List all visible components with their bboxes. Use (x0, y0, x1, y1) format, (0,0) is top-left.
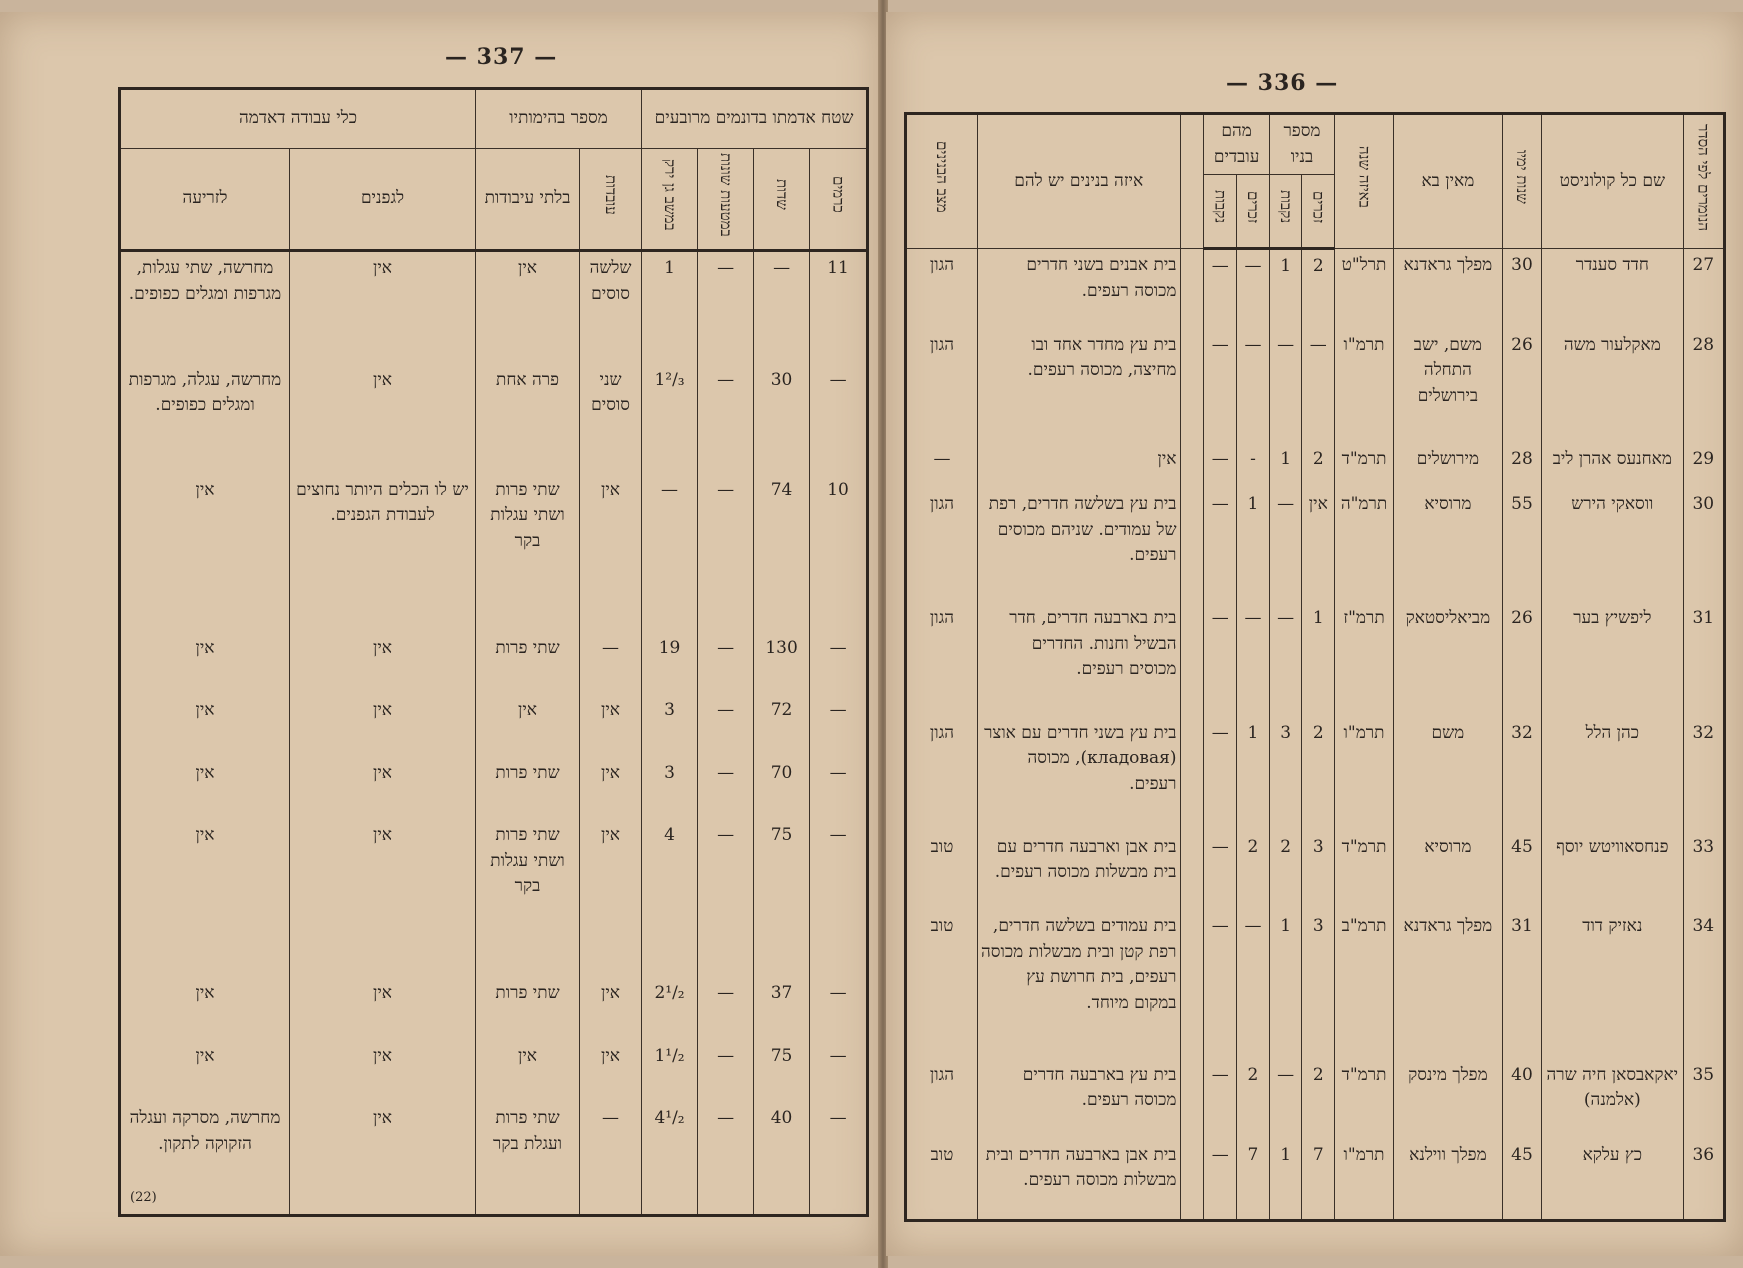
cell-work_f: — (1204, 488, 1237, 602)
col-sowing-tools: לזריעה (120, 149, 290, 251)
cell-condition: הגון (906, 1059, 978, 1139)
col-vine-tools: לגפנים (290, 149, 476, 251)
cell-fields: 37 (754, 977, 810, 1040)
table-row (906, 602, 1725, 716)
table-row (906, 488, 1725, 602)
table-row (906, 717, 1725, 831)
cell-vineyards: — (810, 1040, 868, 1103)
cell-origin: מרוסיא (1393, 488, 1502, 602)
cell-nonworking: שתי פרות (476, 632, 580, 695)
cell-buildings: בית עץ בשלשה חדרים, רפת של עמודים. שניהם מכוסים רעפים. (977, 488, 1180, 602)
cell-plantations: — (698, 1102, 754, 1215)
col-origin: מאין בא (1393, 114, 1502, 249)
cell-name: כץ עלקא (1542, 1139, 1684, 1221)
cell-garden: 4 (642, 819, 698, 977)
cell-sons_m: 7 (1302, 1139, 1335, 1221)
cell-vineyards: — (810, 632, 868, 695)
cell-working: שלשה סוסים (580, 251, 642, 364)
cell-vine_tools: אין (290, 757, 476, 820)
cell-vine_tools: אין (290, 977, 476, 1040)
cell-plantations: — (698, 251, 754, 364)
cell-spacer (1180, 488, 1204, 602)
cell-work_m: 1 (1237, 717, 1270, 831)
cell-plantations: — (698, 757, 754, 820)
cell-fields: 75 (754, 1040, 810, 1103)
cell-age: 30 (1502, 249, 1541, 329)
cell-sowing_tools: אין (120, 977, 290, 1040)
table-row (120, 474, 868, 632)
cell-origin: מירושלים (1393, 443, 1502, 488)
right-ledger-table: הנומרים לפי הסדר שם כל קולוניסט שנות ימיו מאין בא באיזה שנה מספר בניו מהם עובדים איזה בנינים יש להם מצב הבנינים זכרים נקבות זכרים נקבות 27 חדד סענדר 30 מפלך גראדנא תרל"ט 2 1 — — בית אבנים בשני חדרים מכוסה רעפים. הגון 28 מאקלעור משה 26 משם, ישב התחלה בירושלים תרמ"ו — — — — בית עץ מחדר אחד ובו מחיצה, מכוסה רעפים. הגון 29 מאחנעס אהרן ליב 28 מירושלים תרמ"ד 2 1 - — אין — 30 ווסאקי הירש 55 מרוסיא תרמ"ה אין — 1 — בית עץ בשלשה חדרים, רפת של עמודים. שניהם מכוסים רעפים. הגון 31 ליפשיץ בער 26 מביאליסטאק תרמ"ז 1 — — — בית בארבעה חדרים, חדר הבשיל וחנות. החדרים מכוסים רעפים. הגון 32 כהן הלל 32 משם תרמ"ו 2 3 1 — בית עץ בשני חדרים עם אוצר (кладовая), מכוסה רעפים. הגון 33 פנחסאוויטש יוסף 45 מרוסיא תרמ"ד 3 2 2 — בית אבן וארבעה חדרים עם בית מבשלות מכוסה רעפים. טוב 34 נאזיק דוד 31 מפלך גראדנא תרמ"ב 3 1 — — בית עמודים בשלשה חדרים, רפת קטן ובית מבשלות מכוסה רעפים, בית חרושת עץ במקום מיוחד. טוב 35 יאקאבסאן חיה שרה (אלמנה) 40 מפלך מינסק תרמ"ד 2 — 2 — בית עץ בארבעה חדרים מכוסה רעפים. הגון 36 כץ עלקא 45 מפלך ווילנא תרמ"ו 7 1 7 — בית אבן בארבעה חדרים ובית מבשלות מכוסה רעפים. טוב (904, 112, 1726, 1222)
cell-sons_f: 3 (1269, 717, 1302, 831)
cell-vineyards: — (810, 757, 868, 820)
cell-sowing_tools: מחרשה, מסרקה ועגלה הזקוקה לתקון. (120, 1102, 290, 1215)
cell-year: תרל"ט (1335, 249, 1394, 329)
cell-vineyards: — (810, 1102, 868, 1215)
cell-name: כהן הלל (1542, 717, 1684, 831)
cell-vine_tools: אין (290, 694, 476, 757)
cell-garden: 1¹/₂ (642, 1040, 698, 1103)
cell-fields: 130 (754, 632, 810, 695)
cell-condition: הגון (906, 602, 978, 716)
cell-idx: 28 (1683, 329, 1724, 443)
cell-sowing_tools: מחרשה, שתי עגלות, מגרפות ומגלים כפופים. (120, 251, 290, 364)
cell-vine_tools: יש לו הכלים היותר נחוצים לעבודת הגפנים. (290, 474, 476, 632)
table-row (906, 910, 1725, 1059)
table-row (120, 1102, 868, 1215)
cell-garden: 1²/₃ (642, 364, 698, 474)
page-number-right: — 336 — (1226, 70, 1339, 96)
cell-fields: 40 (754, 1102, 810, 1215)
cell-garden: — (642, 474, 698, 632)
cell-sons_m: 3 (1302, 910, 1335, 1059)
cell-condition: הגון (906, 249, 978, 329)
cell-work_m: 2 (1237, 831, 1270, 911)
cell-sowing_tools: אין (120, 632, 290, 695)
cell-condition: הגון (906, 717, 978, 831)
table-row (120, 251, 868, 364)
cell-name: פנחסאוויטש יוסף (1542, 831, 1684, 911)
cell-vine_tools: אין (290, 251, 476, 364)
cell-idx: 31 (1683, 602, 1724, 716)
cell-name: ליפשיץ בער (1542, 602, 1684, 716)
cell-idx: 27 (1683, 249, 1724, 329)
cell-fields: 70 (754, 757, 810, 820)
cell-idx: 29 (1683, 443, 1724, 488)
table-row (906, 1059, 1725, 1139)
cell-sowing_tools: אין (120, 757, 290, 820)
cell-buildings: בית עץ בארבעה חדרים מכוסה רעפים. (977, 1059, 1180, 1139)
cell-spacer (1180, 1059, 1204, 1139)
cell-year: תרמ"ו (1335, 329, 1394, 443)
cell-name: יאקאבסאן חיה שרה (אלמנה) (1542, 1059, 1684, 1139)
table-row (906, 249, 1725, 329)
tools-header: כלי עבודה דאדמה (120, 89, 476, 149)
cell-garden: 1 (642, 251, 698, 364)
col-buildings: איזה בנינים יש להם (977, 114, 1180, 249)
cell-vineyards: — (810, 819, 868, 977)
cell-work_f: — (1204, 1139, 1237, 1221)
cell-sons_m: 2 (1302, 443, 1335, 488)
cell-work_f: — (1204, 717, 1237, 831)
page-number-left: — 337 — (445, 44, 558, 70)
cell-condition: טוב (906, 1139, 978, 1221)
cell-plantations: — (698, 474, 754, 632)
cell-age: 32 (1502, 717, 1541, 831)
cell-working: — (580, 632, 642, 695)
cell-sowing_tools: אין (120, 819, 290, 977)
cell-year: תרמ"ד (1335, 443, 1394, 488)
cell-sons_f: 2 (1269, 831, 1302, 911)
cell-buildings: בית בארבעה חדרים, חדר הבשיל וחנות. החדרים מכוסים רעפים. (977, 602, 1180, 716)
cell-name: מאקלעור משה (1542, 329, 1684, 443)
cell-year: תרמ"ד (1335, 831, 1394, 911)
footer-mark: (22) (130, 1190, 157, 1205)
cell-vineyards: — (810, 694, 868, 757)
cell-vine_tools: אין (290, 1040, 476, 1103)
cell-work_f: — (1204, 831, 1237, 911)
cell-age: 26 (1502, 602, 1541, 716)
col-index: הנומרים לפי הסדר (1683, 114, 1724, 249)
cell-vineyards: 11 (810, 251, 868, 364)
cell-name: מאחנעס אהרן ליב (1542, 443, 1684, 488)
cell-fields: 30 (754, 364, 810, 474)
cell-spacer (1180, 1139, 1204, 1221)
col-age: שנות ימיו (1502, 114, 1541, 249)
cell-nonworking: שתי פרות ושתי עגלות בקר (476, 819, 580, 977)
cell-spacer (1180, 910, 1204, 1059)
cell-buildings: בית עץ מחדר אחד ובו מחיצה, מכוסה רעפים. (977, 329, 1180, 443)
cell-working: אין (580, 977, 642, 1040)
table-row (120, 364, 868, 474)
col-arrival: באיזה שנה (1335, 114, 1394, 249)
cell-sons_f: — (1269, 1059, 1302, 1139)
cell-sowing_tools: אין (120, 474, 290, 632)
cell-spacer (1180, 717, 1204, 831)
cell-idx: 33 (1683, 831, 1724, 911)
cell-fields: — (754, 251, 810, 364)
table-row (120, 819, 868, 977)
cell-origin: מפלך גראדנא (1393, 910, 1502, 1059)
cell-work_m: — (1237, 249, 1270, 329)
cell-age: 28 (1502, 443, 1541, 488)
left-page (0, 12, 880, 1256)
cell-work_m: — (1237, 910, 1270, 1059)
cell-work_m: - (1237, 443, 1270, 488)
table-row (120, 757, 868, 820)
table-row (906, 831, 1725, 911)
cell-work_m: 1 (1237, 488, 1270, 602)
cell-vine_tools: אין (290, 632, 476, 695)
cell-garden: 3 (642, 757, 698, 820)
cell-origin: משם (1393, 717, 1502, 831)
table-row (120, 1040, 868, 1103)
workers-header: מהם עובדים (1204, 114, 1269, 175)
col-vineyards: כרמים (810, 149, 868, 251)
cell-nonworking: שתי פרות (476, 757, 580, 820)
cell-origin: משם, ישב התחלה בירושלים (1393, 329, 1502, 443)
cell-year: תרמ"ו (1335, 717, 1394, 831)
table-row (906, 1139, 1725, 1221)
cell-plantations: — (698, 632, 754, 695)
cell-nonworking: אין (476, 694, 580, 757)
cell-sons_m: 2 (1302, 717, 1335, 831)
cell-age: 40 (1502, 1059, 1541, 1139)
cell-sowing_tools: אין (120, 694, 290, 757)
cell-work_f: — (1204, 443, 1237, 488)
cell-condition: הגון (906, 329, 978, 443)
cell-nonworking: פרה אחת (476, 364, 580, 474)
cell-year: תרמ"ב (1335, 910, 1394, 1059)
cell-vine_tools: אין (290, 1102, 476, 1215)
table-row (906, 443, 1725, 488)
cell-work_m: — (1237, 329, 1270, 443)
cell-sons_f: — (1269, 329, 1302, 443)
family-header: מספר בניו (1269, 114, 1334, 175)
cell-origin: מפלך גראדנא (1393, 249, 1502, 329)
cell-nonworking: שתי פרות ועגלת בקר (476, 1102, 580, 1215)
cell-sons_f: 1 (1269, 249, 1302, 329)
cell-name: ווסאקי הירש (1542, 488, 1684, 602)
cell-sons_m: 2 (1302, 1059, 1335, 1139)
col-working-animals: עובדות (580, 149, 642, 251)
col-garden: במשב גן ירק (642, 149, 698, 251)
cell-buildings: בית אבנים בשני חדרים מכוסה רעפים. (977, 249, 1180, 329)
cell-garden: 19 (642, 632, 698, 695)
cell-sons_f: — (1269, 602, 1302, 716)
cell-condition: טוב (906, 831, 978, 911)
cell-working: — (580, 1102, 642, 1215)
cell-idx: 36 (1683, 1139, 1724, 1221)
cell-idx: 35 (1683, 1059, 1724, 1139)
cell-nonworking: אין (476, 251, 580, 364)
cell-spacer (1180, 602, 1204, 716)
cell-sowing_tools: אין (120, 1040, 290, 1103)
cell-condition: — (906, 443, 978, 488)
cell-name: נאזיק דוד (1542, 910, 1684, 1059)
cell-name: חדד סענדר (1542, 249, 1684, 329)
cell-year: תרמ"ד (1335, 1059, 1394, 1139)
cell-age: 45 (1502, 831, 1541, 911)
cell-working: אין (580, 694, 642, 757)
cell-age: 55 (1502, 488, 1541, 602)
col-name: שם כל קולוניסט (1542, 114, 1684, 249)
cell-buildings: בית עמודים בשלשה חדרים, רפת קטן ובית מבשלות מכוסה רעפים, בית חרושת עץ במקום מיוחד. (977, 910, 1180, 1059)
cell-buildings: בית אבן בארבעה חדרים ובית מבשלות מכוסה רעפים. (977, 1139, 1180, 1221)
cell-year: תרמ"ז (1335, 602, 1394, 716)
cell-vineyards: — (810, 977, 868, 1040)
land-area-header: שטח אדמתו בדונמים מרובעים (642, 89, 868, 149)
cell-origin: מביאליסטאק (1393, 602, 1502, 716)
cell-nonworking: אין (476, 1040, 580, 1103)
cell-year: תרמ"ו (1335, 1139, 1394, 1221)
col-fields: שדות (754, 149, 810, 251)
cell-idx: 32 (1683, 717, 1724, 831)
cell-spacer (1180, 329, 1204, 443)
cell-work_m: 2 (1237, 1059, 1270, 1139)
cell-vineyards: — (810, 364, 868, 474)
cell-plantations: — (698, 1040, 754, 1103)
cell-age: 45 (1502, 1139, 1541, 1221)
cell-sons_m: אין (1302, 488, 1335, 602)
cell-garden: 2¹/₂ (642, 977, 698, 1040)
cell-buildings: בית אבן וארבעה חדרים עם בית מבשלות מכוסה רעפים. (977, 831, 1180, 911)
cell-work_f: — (1204, 910, 1237, 1059)
cell-sowing_tools: מחרשה, עגלה, מגרפות ומגלים כפופים. (120, 364, 290, 474)
cell-plantations: — (698, 694, 754, 757)
table-row (120, 977, 868, 1040)
cell-working: אין (580, 1040, 642, 1103)
cell-work_m: — (1237, 602, 1270, 716)
cell-garden: 3 (642, 694, 698, 757)
cell-sons_m: 2 (1302, 249, 1335, 329)
cell-nonworking: שתי פרות ושתי עגלות בקר (476, 474, 580, 632)
col-nonworking-animals: בלתי עיבודות (476, 149, 580, 251)
cell-sons_m: 1 (1302, 602, 1335, 716)
cell-plantations: — (698, 977, 754, 1040)
cell-working: שני סוסים (580, 364, 642, 474)
cell-idx: 34 (1683, 910, 1724, 1059)
cell-fields: 72 (754, 694, 810, 757)
cell-sons_f: 1 (1269, 910, 1302, 1059)
col-condition: מצב הבנינים (906, 114, 978, 249)
cell-sons_m: — (1302, 329, 1335, 443)
cell-age: 26 (1502, 329, 1541, 443)
cell-garden: 4¹/₂ (642, 1102, 698, 1215)
cell-condition: טוב (906, 910, 978, 1059)
cell-age: 31 (1502, 910, 1541, 1059)
cell-fields: 74 (754, 474, 810, 632)
cell-sons_f: — (1269, 488, 1302, 602)
cell-idx: 30 (1683, 488, 1724, 602)
animals-header: מספר בהימותיו (476, 89, 642, 149)
cell-vine_tools: אין (290, 819, 476, 977)
cell-vineyards: 10 (810, 474, 868, 632)
cell-fields: 75 (754, 819, 810, 977)
table-row (120, 694, 868, 757)
cell-buildings: בית עץ בשני חדרים עם אוצר (кладовая), מכוסה רעפים. (977, 717, 1180, 831)
cell-work_f: — (1204, 602, 1237, 716)
cell-work_f: — (1204, 329, 1237, 443)
right-page (886, 12, 1743, 1256)
cell-origin: מפלך ווילנא (1393, 1139, 1502, 1221)
cell-work_f: — (1204, 1059, 1237, 1139)
cell-work_m: 7 (1237, 1139, 1270, 1221)
table-row (906, 329, 1725, 443)
col-plantations: במטעות שונות (698, 149, 754, 251)
cell-plantations: — (698, 819, 754, 977)
cell-working: אין (580, 757, 642, 820)
cell-spacer (1180, 249, 1204, 329)
cell-condition: הגון (906, 488, 978, 602)
cell-work_f: — (1204, 249, 1237, 329)
cell-vine_tools: אין (290, 364, 476, 474)
cell-plantations: — (698, 364, 754, 474)
cell-spacer (1180, 831, 1204, 911)
cell-sons_f: 1 (1269, 443, 1302, 488)
cell-sons_m: 3 (1302, 831, 1335, 911)
cell-buildings: אין (977, 443, 1180, 488)
left-ledger-table (118, 87, 869, 1217)
cell-working: אין (580, 474, 642, 632)
cell-sons_f: 1 (1269, 1139, 1302, 1221)
cell-origin: מפלך מינסק (1393, 1059, 1502, 1139)
cell-year: תרמ"ה (1335, 488, 1394, 602)
cell-origin: מרוסיא (1393, 831, 1502, 911)
cell-working: אין (580, 819, 642, 977)
cell-nonworking: שתי פרות (476, 977, 580, 1040)
table-row (120, 632, 868, 695)
cell-spacer (1180, 443, 1204, 488)
